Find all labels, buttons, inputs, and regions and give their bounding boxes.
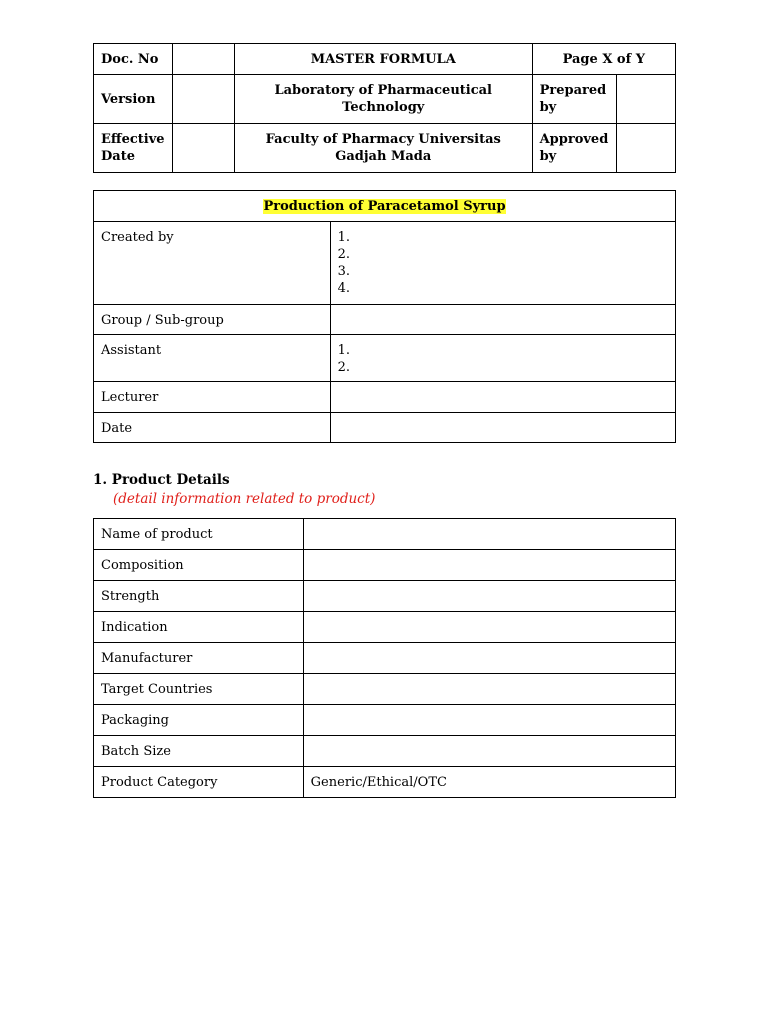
doc-no-label: Doc. No [94,44,173,75]
effective-date-label: Effective Date [94,124,173,173]
table-row [94,581,676,612]
created-by-label: Created by [94,222,331,305]
prepared-by-label: Prepared by [532,75,616,124]
lecturer-value [330,382,675,413]
product-field-value [303,612,675,643]
product-field-value [303,519,675,550]
date-label: Date [94,413,331,443]
production-title: Production of Paracetamol Syrup [263,198,506,214]
group-label: Group / Sub-group [94,305,331,335]
approved-by-label: Approved by [532,124,616,173]
section-note: (detail information related to product) [113,491,376,507]
product-field-label: Product Category [94,767,304,798]
list-item: 3. [337,264,351,279]
product-field-value [303,736,675,767]
product-field-label: Target Countries [94,674,304,705]
product-field-value [303,674,675,705]
table-row [94,767,676,798]
table-row [94,519,676,550]
production-info-table [93,190,676,443]
section-heading: 1. Product Details [93,472,230,488]
assistant-label: Assistant [94,335,331,382]
approved-by-value [616,124,675,173]
table-row [94,612,676,643]
product-field-label: Batch Size [94,736,304,767]
prepared-by-value [616,75,675,124]
group-value [330,305,675,335]
product-field-value [303,643,675,674]
table-row [94,736,676,767]
table-row [94,550,676,581]
list-item: 2. [337,360,351,375]
document-header-table [93,43,676,173]
version-label: Version [94,75,173,124]
product-details-table [93,518,676,798]
product-field-label: Indication [94,612,304,643]
faculty-name: Faculty of Pharmacy Universitas Gadjah Mada [234,124,532,173]
doc-no-value [172,44,234,75]
production-title-cell [94,191,676,222]
product-field-label: Name of product [94,519,304,550]
page-indicator: Page X of Y [532,44,675,75]
list-item: 1. [337,343,351,358]
product-field-value [303,705,675,736]
laboratory-name: Laboratory of Pharmaceutical Technology [234,75,532,124]
product-field-label: Composition [94,550,304,581]
table-row [94,705,676,736]
list-item: 4. [337,281,351,296]
table-row [94,674,676,705]
list-item: 1. [337,230,351,245]
assistant-list [330,335,675,382]
lecturer-label: Lecturer [94,382,331,413]
product-field-label: Strength [94,581,304,612]
date-value [330,413,675,443]
version-value [172,75,234,124]
product-field-label: Packaging [94,705,304,736]
list-item: 2. [337,247,351,262]
master-formula-title: MASTER FORMULA [234,44,532,75]
product-field-value: Generic/Ethical/OTC [303,767,675,798]
product-field-label: Manufacturer [94,643,304,674]
product-field-value [303,550,675,581]
product-field-value [303,581,675,612]
effective-date-value [172,124,234,173]
created-by-list [330,222,675,305]
table-row [94,643,676,674]
